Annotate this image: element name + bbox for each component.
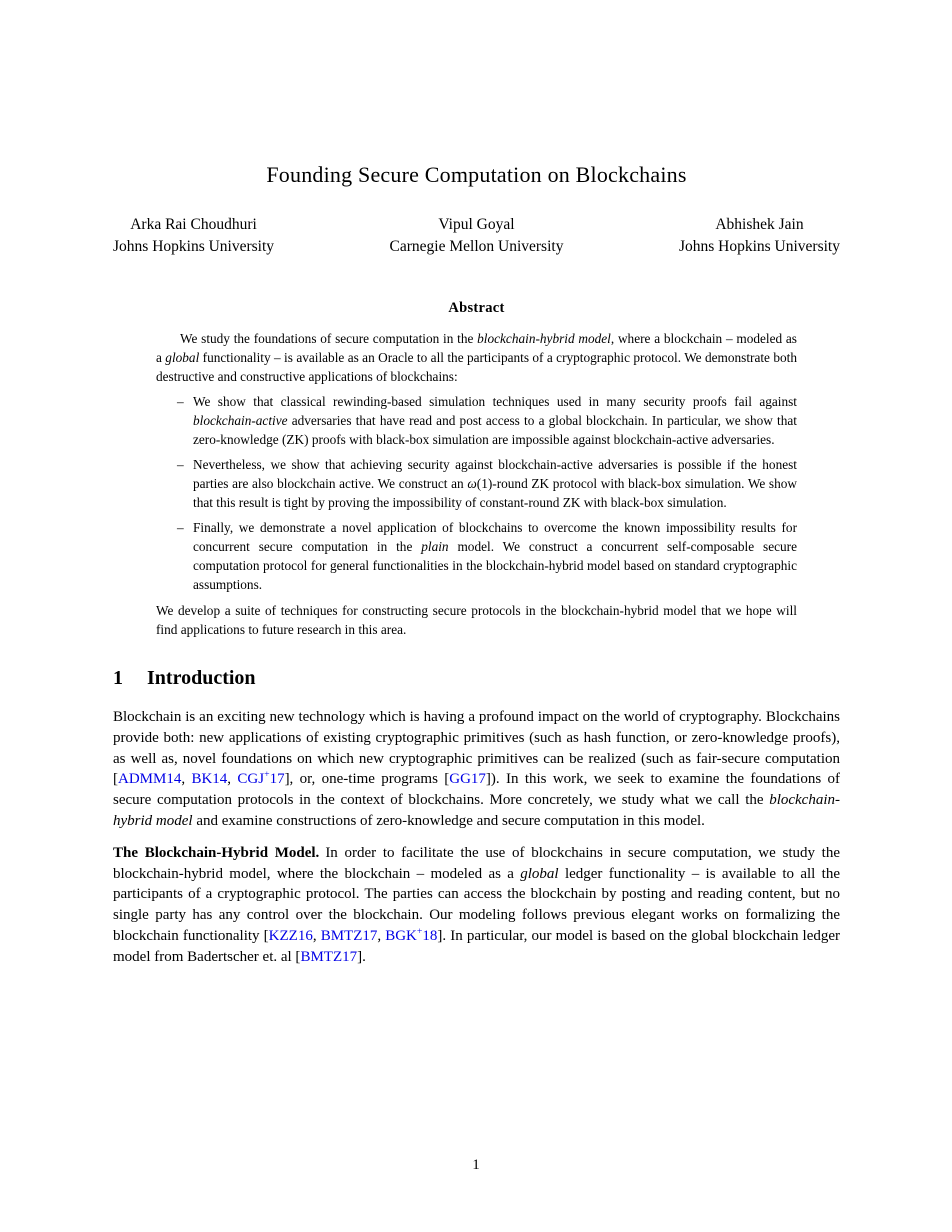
bullet-item xyxy=(156,392,797,449)
author-list xyxy=(113,214,840,257)
text-segment: We show that classical rewinding-based simulation techniques used in many security proofs fail against xyxy=(193,394,797,409)
bullet-item xyxy=(156,455,797,512)
citation-link[interactable]: 18 xyxy=(422,927,438,944)
author-block xyxy=(679,214,840,257)
author-affiliation: Carnegie Mellon University xyxy=(389,237,564,255)
text-segment: and examine constructions of zero-knowledge and secure computation in this model. xyxy=(192,812,705,829)
section-title: Introduction xyxy=(147,667,256,689)
text-segment: , where a blockchain – modeled as a xyxy=(156,331,797,365)
text-segment: model. We construct a concurrent self-composable secure computation protocol for general functionalities in the blockchain-hybrid model based on standard cryptographic assumptions. xyxy=(193,539,797,592)
text-segment: In order to facilitate the use of blockchains in secure computation, we study the blockchain-hybrid model, where the blockchain – modeled as a xyxy=(113,844,841,882)
text-segment: We develop a suite of techniques for constructing secure protocols in the blockchain-hybrid model that we hope will find applications to future research in this area. xyxy=(156,603,797,637)
author-block xyxy=(113,214,274,257)
paragraph xyxy=(113,707,840,832)
text-segment: (1)-round ZK protocol with black-box simulation. We show that this result is tight by proving the impossibility of constant-round ZK with black-box simulation. xyxy=(193,476,797,510)
text-segment: plain xyxy=(421,539,449,554)
citation-link[interactable]: BMTZ17 xyxy=(300,948,358,965)
text-segment: , xyxy=(377,927,386,944)
text-segment: global xyxy=(520,865,559,882)
citation-link[interactable]: BK14 xyxy=(191,771,228,788)
author-affiliation: Johns Hopkins University xyxy=(678,237,840,255)
abstract-heading: Abstract xyxy=(448,300,505,316)
bullet-item xyxy=(156,518,797,594)
paragraph xyxy=(113,843,840,968)
abstract-closing-paragraph xyxy=(156,601,797,639)
section-number: 1 xyxy=(113,667,123,689)
bullet-text xyxy=(193,455,797,512)
text-segment: ω xyxy=(467,476,477,491)
author-affiliation: Johns Hopkins University xyxy=(113,237,275,255)
text-segment: Finally, we demonstrate a novel application of blockchains to overcome the known impossibility results for concurrent secure computation in the xyxy=(193,520,797,554)
section-heading xyxy=(113,667,840,690)
bullet-text xyxy=(193,518,797,594)
bullet-text xyxy=(193,392,797,449)
text-segment: adversaries that have read and post access to a global blockchain. In particular, we show that zero-knowledge (ZK) proofs with black-box simulation are impossible against blockchain-active adversaries. xyxy=(193,413,797,447)
text-segment: ]. In particular, our model is based on the global blockchain ledger model from Badertscher et. al [ xyxy=(113,927,841,965)
citation-link[interactable]: ADMM14 xyxy=(118,771,182,788)
text-segment: blockchain-hybrid model xyxy=(477,331,611,346)
text-segment: blockchain-hybrid model xyxy=(113,792,840,829)
citation-link[interactable]: BMTZ17 xyxy=(320,927,378,944)
text-segment: functionality – is available as an Oracle to all the participants of a cryptographic protocol. We demonstrate both destructive and constructive applications of blockchains: xyxy=(156,350,797,384)
author-name: Abhishek Jain xyxy=(715,216,804,233)
author-name: Arka Rai Choudhuri xyxy=(130,216,257,233)
citation-link[interactable]: GG17 xyxy=(449,771,486,788)
dash-marker: – xyxy=(177,457,184,472)
text-segment: ]. xyxy=(357,948,366,965)
citation-link[interactable]: KZZ16 xyxy=(268,927,313,944)
author-block xyxy=(390,214,564,257)
citation-link[interactable]: CGJ xyxy=(237,771,265,788)
text-segment: Blockchain is an exciting new technology which is having a profound impact on the world of cryptography. Blockchains provide both: new applications of existing cryptographic primitives (such as hash function, or zero-knowledge proofs), as well as, novel foundations on which new cryptographic primitives can be realized (such as fair-secure computation [ xyxy=(113,709,840,788)
text-segment: The Blockchain-Hybrid Model. xyxy=(113,844,320,861)
abstract-section xyxy=(156,299,797,639)
citation-link[interactable]: + xyxy=(264,769,270,781)
text-segment: , xyxy=(227,771,238,788)
dash-marker: – xyxy=(177,394,184,409)
text-segment: ledger functionality – is available to all the participants of a cryptographic protocol. The parties can access the blockchain by posting and reading content, but no single party has any control over the blockchain. Our modeling follows previous elegant works on formalizing the blockchain functionality [ xyxy=(113,865,840,944)
citation-link[interactable]: + xyxy=(416,925,423,937)
text-segment: ]). In this work, we seek to examine the foundations of secure computation protocols in the context of blockchains. More concretely, we study what we call the xyxy=(113,771,841,809)
citation-link[interactable]: 17 xyxy=(269,771,285,788)
dash-marker: – xyxy=(177,520,184,535)
text-segment: ], or, one-time programs [ xyxy=(284,771,450,788)
text-segment: blockchain-active xyxy=(193,413,288,428)
abstract-paragraph xyxy=(156,329,797,386)
author-name: Vipul Goyal xyxy=(438,216,515,233)
paper-title: Founding Secure Computation on Blockchains xyxy=(266,162,687,187)
text-segment: We study the foundations of secure computation in the xyxy=(180,331,478,346)
text-segment: global xyxy=(165,350,200,365)
text-segment: , xyxy=(181,771,192,788)
text-segment: , xyxy=(312,927,321,944)
text-segment: Nevertheless, we show that achieving security against blockchain-active adversaries is possible if the honest parties are also blockchain active. We construct an xyxy=(193,457,797,491)
abstract-bullet-list xyxy=(156,392,797,594)
citation-link[interactable]: BGK xyxy=(385,927,417,944)
page-number: 1 xyxy=(472,1157,480,1173)
